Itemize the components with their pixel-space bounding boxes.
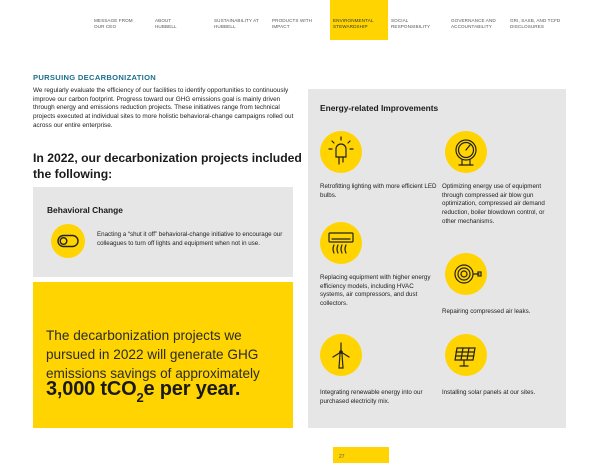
nav-label: DISCLOSURES [510, 23, 545, 29]
behavioral-change-title: Behavioral Change [47, 205, 123, 215]
page-number: 27 [333, 447, 389, 463]
energy-item-text: Replacing equipment with higher energy efficiency models, including HVAC systems, air compressors, and dust collectors. [320, 274, 431, 308]
nav-label: GOVERNANCE AND [451, 18, 496, 23]
nav-label: HUBBELL [214, 23, 236, 29]
callout-figure-subscript: 2 [136, 390, 144, 405]
nav-label: ACCOUNTABILITY [451, 23, 492, 29]
nav-label: RESPONSIBILITY [391, 23, 431, 29]
callout-figure-main: 3,000 tCO [46, 378, 137, 400]
energy-item-text: Optimizing energy use of equipment through compressed air blow gun optimization, compressed air demand reduction, boiler blowdown control, or other mechanisms. [442, 183, 545, 225]
nav-item-about-hubbell[interactable] [155, 0, 213, 40]
energy-improvements-title: Energy-related Improvements [320, 103, 439, 113]
toggle-switch-icon [51, 224, 85, 258]
nav-item-environmental-stewardship[interactable] [330, 0, 388, 40]
energy-item-text: Installing solar panels at our sites. [442, 389, 536, 396]
wind-turbine-icon [320, 334, 362, 376]
air-hose-icon [445, 253, 487, 295]
solar-panel-icon [445, 334, 487, 376]
intro-paragraph: We regularly evaluate the efficiency of our facilities to identify opportunities to continuously improve our carbon footprint. Progress toward our GHG emissions goal is mainly driven through energy and emissions reduction projects. These initiatives range from technical projects executed at individual sites to more holistic behavioral-change campaigns rolled out across our entire enterprise. [33, 87, 294, 129]
nav-label: GRI, SASB, AND TCFD [510, 18, 561, 23]
emissions-callout [33, 282, 293, 428]
nav-label: MESSAGE FROM [94, 18, 133, 23]
nav-label: PRODUCTS WITH [272, 18, 313, 23]
behavioral-change-text: Enacting a “shut it off” behavioral-change initiative to encourage our colleagues to turn off lights and equipment when not in use. [97, 231, 283, 247]
nav-item-products-with-impact[interactable] [272, 0, 330, 40]
energy-item-text: Repairing compressed air leaks. [442, 308, 531, 315]
callout-figure-tail: e per year. [143, 378, 241, 400]
section-heading: In 2022, our decarbonization projects included the following: [33, 151, 302, 181]
nav-item-disclosures[interactable] [510, 0, 580, 40]
nav-label: SUSTAINABILITY AT [214, 18, 259, 23]
pressure-gauge-icon [445, 131, 487, 173]
nav-item-message-from-ceo[interactable] [94, 0, 152, 40]
nav-item-governance[interactable] [451, 0, 509, 40]
nav-label: OUR CEO [94, 23, 117, 29]
callout-figure [46, 378, 241, 405]
energy-item-text: Integrating renewable energy into our purchased electricity mix. [320, 389, 423, 405]
nav-label: ENVIRONMENTAL [333, 18, 374, 23]
nav-label: HUBBELL [155, 23, 177, 29]
nav-label: STEWARDSHIP [333, 23, 368, 29]
callout-text: The decarbonization projects we pursued in 2022 will generate GHG emissions savings of approximately [46, 328, 260, 381]
top-navigation [0, 0, 600, 40]
energy-item-text: Retrofitting lighting with more efficient LED bulbs. [320, 183, 437, 199]
led-bulb-icon [320, 131, 362, 173]
nav-label: IMPACT [272, 23, 290, 29]
nav-item-sustainability[interactable] [214, 0, 272, 40]
section-label: PURSUING DECARBONIZATION [33, 73, 157, 82]
air-conditioner-icon [320, 222, 362, 264]
nav-label: ABOUT [155, 18, 172, 23]
behavioral-change-card [33, 187, 293, 277]
nav-item-social-responsibility[interactable] [391, 0, 449, 40]
energy-improvements-panel [308, 89, 566, 428]
nav-label: SOCIAL [391, 18, 409, 23]
